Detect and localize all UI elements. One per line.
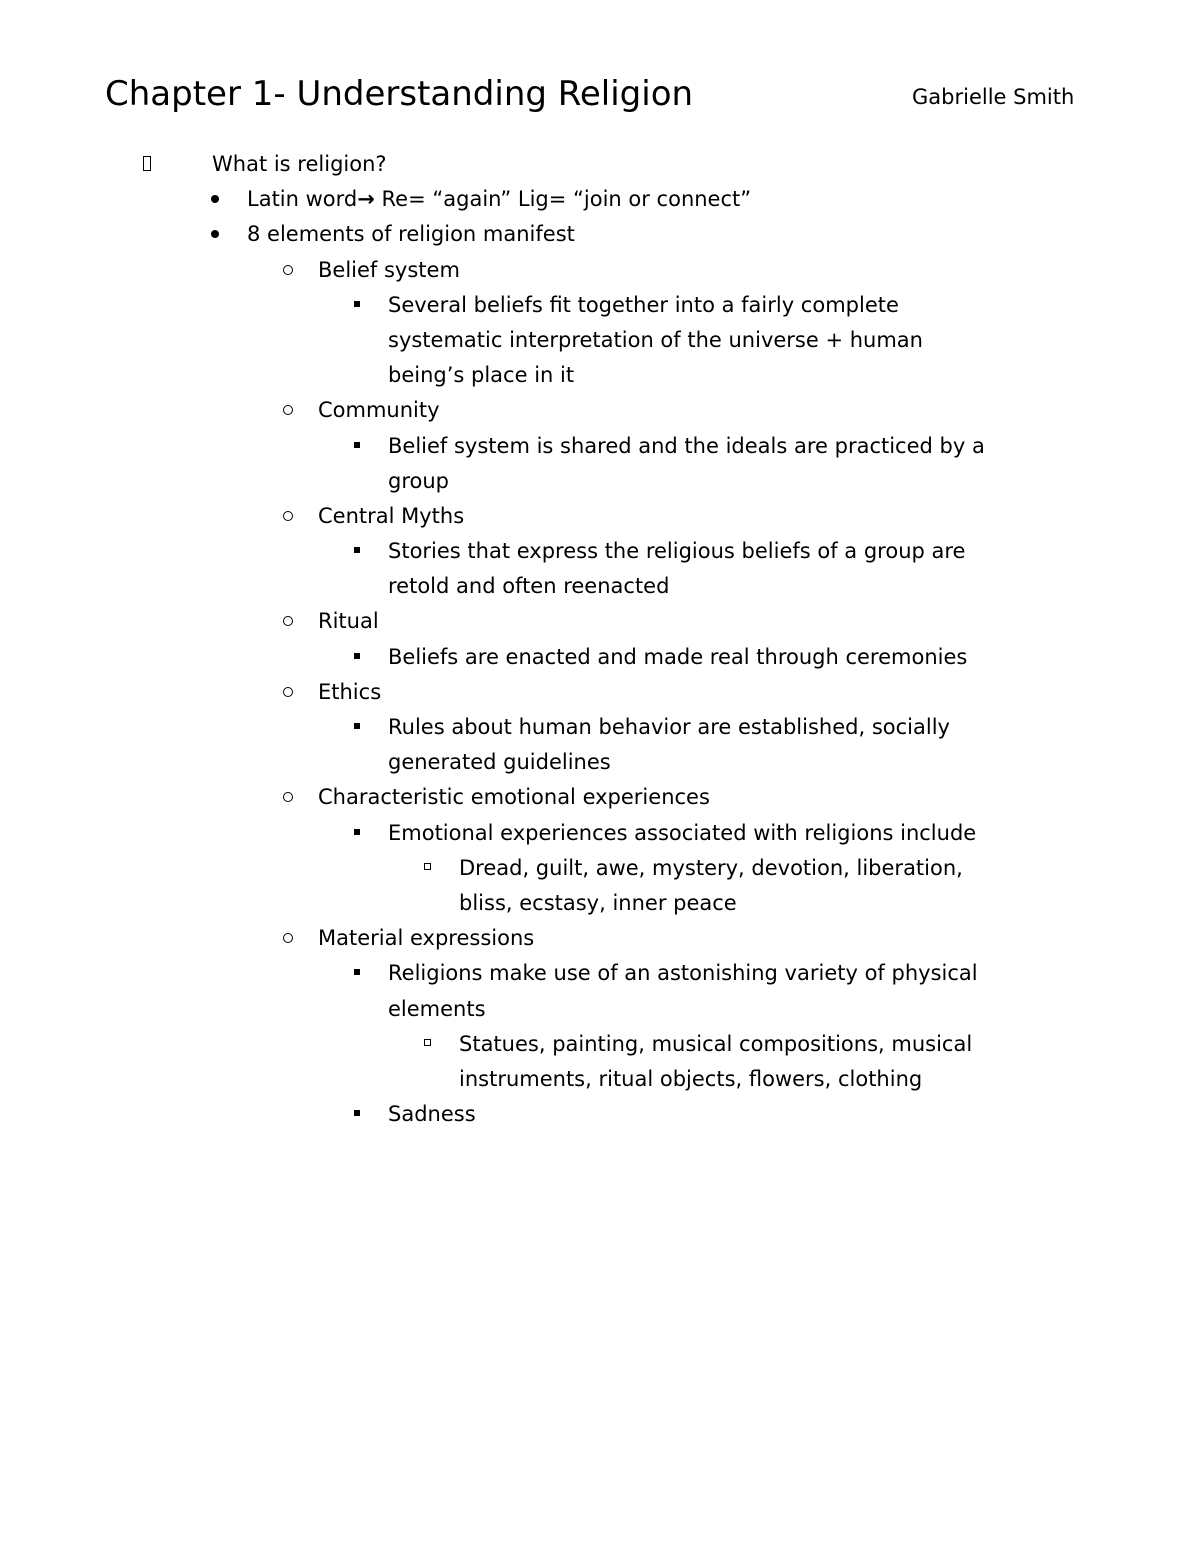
circle-bullet-icon (283, 933, 293, 943)
square-bullet-icon (354, 723, 360, 729)
outline-item-belief-detail (0, 288, 1200, 323)
outline-item-ethics-detail (0, 710, 1200, 745)
outline-text: Several beliefs fit together into a fairly complete (388, 292, 899, 317)
square-bullet-icon (354, 301, 360, 307)
outline-text: Emotional experiences associated with religions include (388, 820, 977, 845)
disc-bullet-icon (211, 230, 219, 238)
outline-continuation (0, 323, 1200, 358)
square-bullet-icon (354, 547, 360, 553)
outline-continuation (0, 745, 1200, 780)
outline-text: Dread, guilt, awe, mystery, devotion, liberation, (459, 855, 963, 880)
outline-text: Central Myths (318, 503, 465, 528)
outline-item-emotional-detail (0, 816, 1200, 851)
outline-text: Religions make use of an astonishing variety of physical (388, 961, 978, 986)
missing-glyph-bullet-icon (143, 156, 151, 171)
hollow-square-bullet-icon (424, 1039, 431, 1046)
outline-item-emotional-list (0, 851, 1200, 886)
outline-item-ritual (0, 604, 1200, 639)
outline-text: bliss, ecstasy, inner peace (459, 890, 737, 915)
outline-item-community (0, 393, 1200, 428)
outline-item-material (0, 921, 1200, 956)
circle-bullet-icon (283, 792, 293, 802)
disc-bullet-icon (211, 195, 219, 203)
square-bullet-icon (354, 969, 360, 975)
square-bullet-icon (354, 653, 360, 659)
outline-text: Stories that express the religious beliefs of a group are (388, 539, 966, 564)
circle-bullet-icon (283, 616, 293, 626)
outline-text: Rules about human behavior are established, socially (388, 715, 950, 739)
outline-text: instruments, ritual objects, flowers, clothing (459, 1066, 923, 1091)
outline-text: Characteristic emotional experiences (318, 785, 710, 810)
square-bullet-icon (354, 829, 360, 835)
outline-item-community-detail (0, 429, 1200, 464)
outline-text: retold and often reenacted (388, 574, 670, 599)
circle-bullet-icon (283, 405, 293, 415)
outline-text: Material expressions (318, 926, 535, 951)
document-title: Chapter 1- Understanding Religion (105, 74, 694, 114)
outline-item-ritual-detail (0, 640, 1200, 675)
outline-item-material-list (0, 1027, 1200, 1062)
latin-definition: Re= “again” Lig= “join or connect” (374, 187, 752, 212)
circle-bullet-icon (283, 687, 293, 697)
outline-text: Belief system (318, 257, 460, 282)
outline-continuation (0, 992, 1200, 1027)
square-bullet-icon (354, 442, 360, 448)
outline-text: What is religion? (212, 152, 387, 176)
outline-text: Ritual (318, 609, 379, 634)
author-name: Gabrielle Smith (912, 85, 1075, 109)
outline-text: Belief system is shared and the ideals are practiced by a (388, 433, 985, 458)
outline-item-sadness (0, 1097, 1200, 1132)
outline-text (247, 182, 751, 217)
outline-text: being’s place in it (388, 363, 575, 388)
outline-text: group (388, 468, 449, 493)
circle-bullet-icon (283, 265, 293, 275)
outline-item-ethics (0, 675, 1200, 710)
outline-text: Statues, painting, musical compositions, musical (459, 1031, 973, 1056)
outline-list (0, 147, 1200, 1132)
arrow-right-icon: → (357, 187, 375, 212)
outline-text: Beliefs are enacted and made real through ceremonies (388, 644, 968, 669)
outline-continuation (0, 569, 1200, 604)
outline-continuation (0, 1062, 1200, 1097)
outline-continuation (0, 464, 1200, 499)
outline-item-elements (0, 217, 1200, 252)
outline-continuation (0, 358, 1200, 393)
outline-text: Community (318, 398, 440, 423)
outline-item-what-is-religion (0, 147, 1200, 182)
outline-item-central-myths (0, 499, 1200, 534)
outline-item-latin-word (0, 182, 1200, 217)
outline-item-emotional (0, 780, 1200, 815)
outline-item-belief-system (0, 253, 1200, 288)
latin-prefix: Latin word (247, 187, 358, 212)
outline-text: Ethics (318, 679, 382, 704)
circle-bullet-icon (283, 511, 293, 521)
square-bullet-icon (354, 1110, 360, 1116)
outline-item-myths-detail (0, 534, 1200, 569)
outline-text: generated guidelines (388, 750, 611, 775)
outline-text: elements (388, 996, 486, 1021)
outline-text: Sadness (388, 1102, 476, 1127)
hollow-square-bullet-icon (424, 863, 431, 870)
outline-item-material-detail (0, 956, 1200, 991)
outline-text: 8 elements of religion manifest (247, 222, 575, 247)
outline-text: systematic interpretation of the universe + human (388, 327, 923, 352)
outline-continuation (0, 886, 1200, 921)
